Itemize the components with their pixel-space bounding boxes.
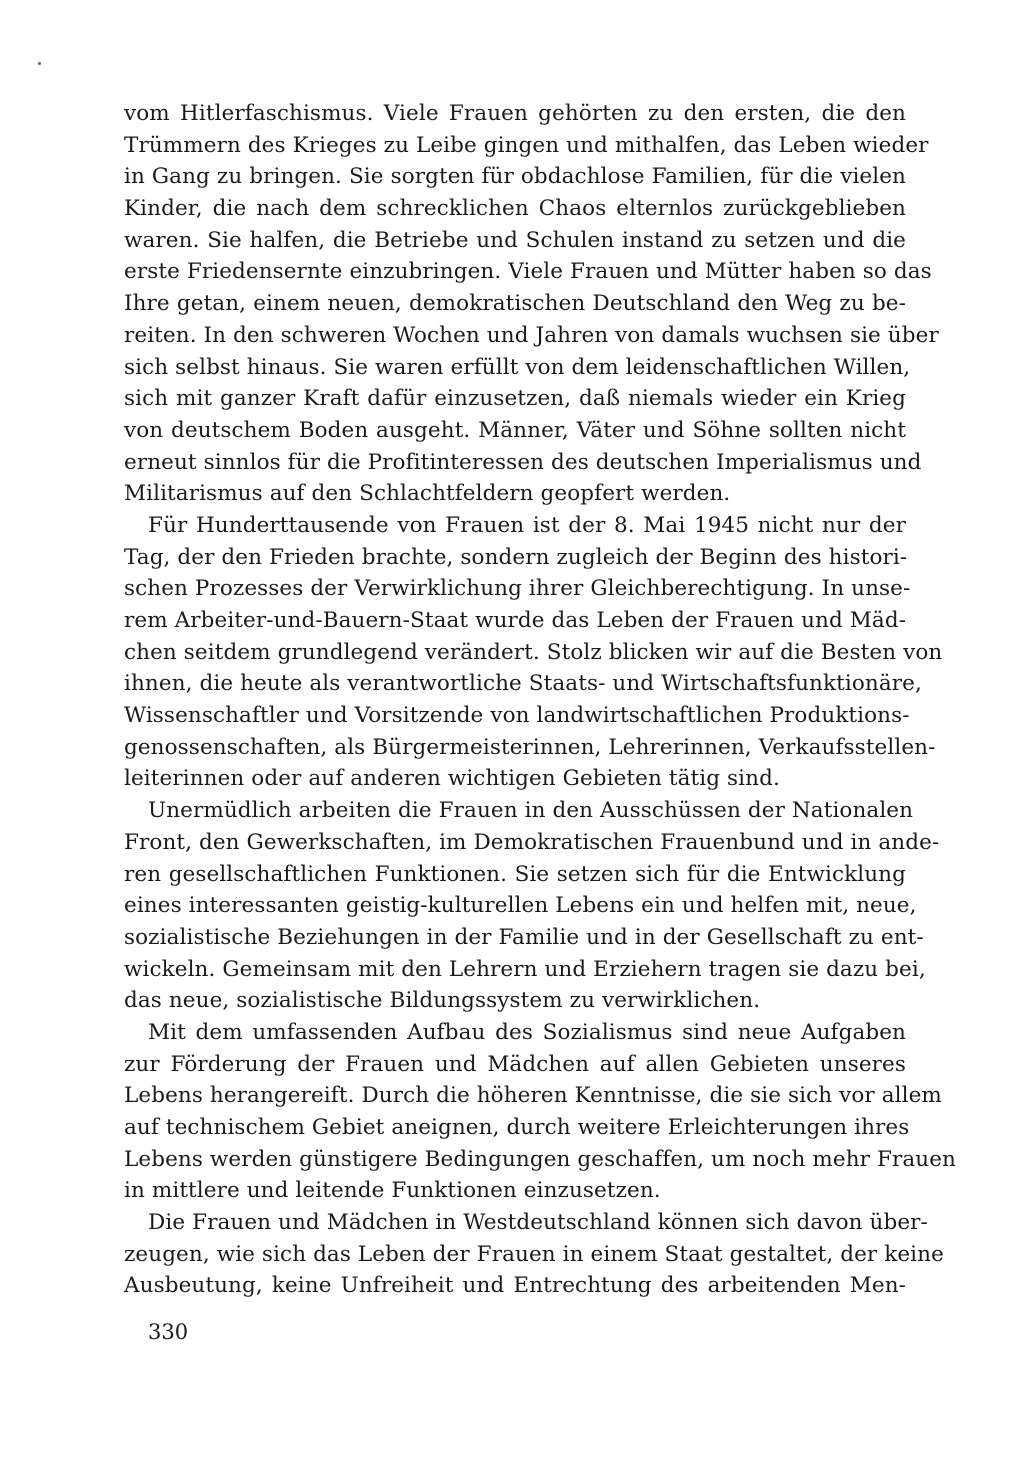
text-line: leiterinnen oder auf anderen wichtigen Gebieten tätig sind. [124, 766, 780, 792]
paragraph-2 [124, 510, 943, 795]
text-line: Front, den Gewerkschaften, im Demokratischen Frauenbund und in ande- [124, 829, 940, 855]
text-line: in Gang zu bringen. Sie sorgten für obdachlose Familien, für die vielen [124, 164, 906, 190]
text-line: auf technischem Gebiet aneignen, durch weitere Erleichterungen ihres [124, 1115, 910, 1140]
text-line: waren. Sie halfen, die Betriebe und Schulen instand zu setzen und die [124, 227, 906, 253]
scan-speck [38, 62, 41, 65]
text-line: Unermüdlich arbeiten die Frauen in den Ausschüssen der Nationalen [148, 798, 914, 824]
text-line: zeugen, wie sich das Leben der Frauen in einem Staat gestaltet, der keine [124, 1241, 944, 1267]
text-line: vom Hitlerfaschismus. Viele Frauen gehörten zu den ersten, die den [124, 101, 906, 126]
text-line: Tag, der den Frieden brachte, sondern zugleich der Beginn des histori- [124, 544, 908, 570]
text-line: Trümmern des Krieges zu Leibe gingen und mithalfen, das Leben wieder [124, 132, 929, 158]
paragraph-3 [124, 795, 940, 1017]
text-line: Ihre getan, einem neuen, demokratischen Deutschland den Weg zu be- [124, 291, 906, 317]
text-line: Militarismus auf den Schlachtfeldern geopfert werden. [124, 481, 731, 507]
paragraph-5 [124, 1207, 944, 1302]
text-line: Wissenschaftler und Vorsitzende von landwirtschaftlichen Produktions- [124, 703, 910, 729]
text-line: sich selbst hinaus. Sie waren erfüllt von dem leidenschaftlichen Willen, [124, 354, 911, 380]
text-line: Mit dem umfassenden Aufbau des Sozialismus sind neue Aufgaben [148, 1019, 906, 1045]
text-line: Ausbeutung, keine Unfreiheit und Entrechtung des arbeitenden Men- [124, 1273, 906, 1299]
text-line: von deutschem Boden ausgeht. Männer, Väter und Söhne sollten nicht [124, 417, 906, 443]
text-line: Lebens herangereift. Durch die höheren Kenntnisse, die sie sich vor allem [124, 1083, 942, 1109]
paragraph-4 [124, 1017, 956, 1207]
page-number: 330 [148, 1320, 189, 1344]
text-line: Für Hunderttausende von Frauen ist der 8. Mai 1945 nicht nur der [148, 512, 906, 538]
text-line: das neue, sozialistische Bildungssystem zu verwirklichen. [124, 988, 761, 1014]
page-body [124, 98, 956, 1302]
text-line: ren gesellschaftlichen Funktionen. Sie setzen sich für die Entwicklung [124, 861, 906, 887]
paragraph-1 [124, 98, 939, 510]
text-line: Kinder, die nach dem schrecklichen Chaos elternlos zurückgeblieben [124, 196, 906, 222]
text-line: wickeln. Gemeinsam mit den Lehrern und Erziehern tragen sie dazu bei, [124, 956, 926, 982]
text-line: genossenschaften, als Bürgermeisterinnen, Lehrerinnen, Verkaufsstellen- [124, 734, 936, 760]
text-line: Lebens werden günstigere Bedingungen geschaffen, um noch mehr Frauen [124, 1146, 956, 1172]
text-line: eines interessanten geistig-kulturellen Lebens ein und helfen mit, neue, [124, 893, 917, 919]
text-line: reiten. In den schweren Wochen und Jahren von damals wuchsen sie über [124, 322, 939, 348]
text-line: rem Arbeiter-und-Bauern-Staat wurde das Leben der Frauen und Mäd- [124, 608, 907, 633]
text-line: erste Friedensernte einzubringen. Viele Frauen und Mütter haben so das [124, 259, 932, 285]
text-line: erneut sinnlos für die Profitinteressen des deutschen Imperialismus und [124, 449, 922, 475]
text-line: schen Prozesses der Verwirklichung ihrer Gleichberechtigung. In unse- [124, 576, 911, 602]
text-line: Die Frauen und Mädchen in Westdeutschland können sich davon über- [148, 1210, 928, 1236]
text-line: sich mit ganzer Kraft dafür einzusetzen, daß niemals wieder ein Krieg [124, 386, 906, 412]
text-line: ihnen, die heute als verantwortliche Staats- und Wirtschaftsfunktionäre, [124, 671, 922, 697]
text-line: sozialistische Beziehungen in der Familie und in der Gesellschaft zu ent- [124, 924, 924, 950]
text-line: zur Förderung der Frauen und Mädchen auf allen Gebieten unseres [124, 1051, 906, 1077]
text-line: in mittlere und leitende Funktionen einzusetzen. [124, 1178, 661, 1204]
text-line: chen seitdem grundlegend verändert. Stolz blicken wir auf die Besten von [124, 639, 943, 665]
